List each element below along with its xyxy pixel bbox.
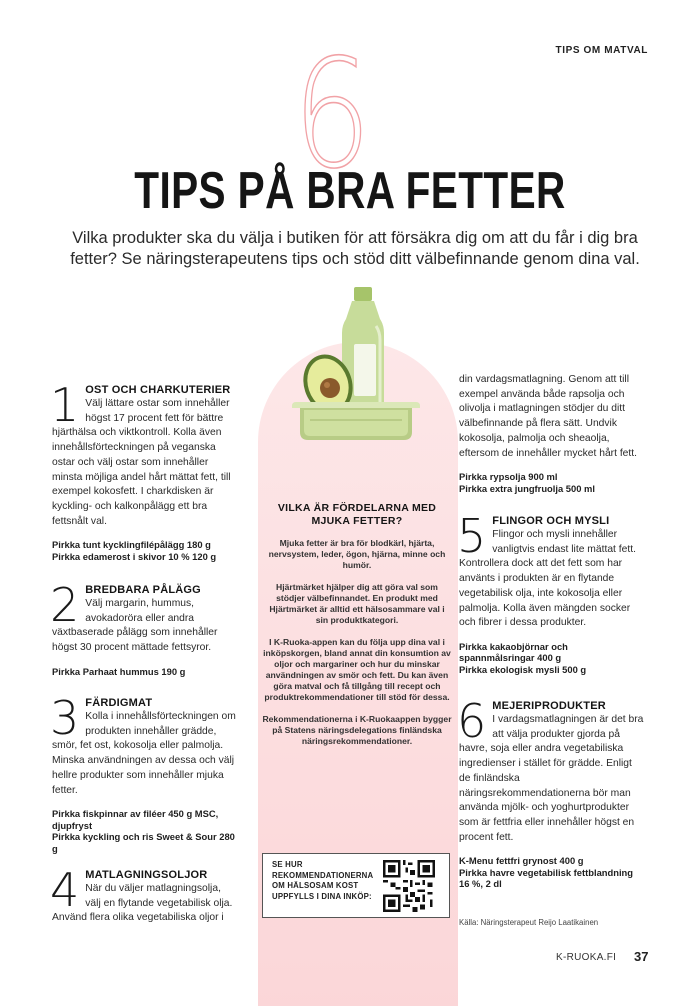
qr-code-icon[interactable] xyxy=(383,860,435,912)
tip-body: din vardagsmatlagning. Genom att till exempel använda både rapsolja och olivolja i matlagningen stödjer du ditt välbefinnande på flera sätt. Undvik kokosolja, palmolja och sheaolja, eftersom de innehåller mycket hårt fett. xyxy=(459,374,637,459)
tip-4-continued xyxy=(459,373,644,494)
benefits-paragraph: I K-Ruoka-appen kan du följa upp dina val i inköpskorgen, bland annat din konsumtion av oljor och margariner och hur du minskar användningen av smör och fett. Du kan även göra matval och få tillgång till recept och produktrekommendationer till stöd för dessa. xyxy=(263,637,451,702)
tip-body: Kolla i innehållsförteckningen om produkten innehåller grädde, smör, fet ost, kokosolja eller palmolja. Minska användningen av dessa och välj hellre produkter som innehåller mjuka fetter. xyxy=(52,711,236,796)
tip-products: Pirkka fiskpinnar av filéer 450 g MSC, djupfryst Pirkka kyckling och ris Sweet & Sour 280 g xyxy=(52,808,235,854)
tip-number: 2 xyxy=(50,578,80,632)
qr-caption: SE HUR REKOMMENDATIONERNA OM HÄLSOSAM KOST UPPFYLLS I DINA INKÖP: xyxy=(272,860,374,901)
tip-5 xyxy=(457,509,644,675)
tip-products: Pirkka rypsolja 900 ml Pirkka extra jungfruolja 500 ml xyxy=(459,471,595,494)
tip-body: Välj margarin, hummus, avokadoröra eller andra växtbaserade pålägg som innehåller högst 30 procent mättade fettsyror. xyxy=(52,598,218,654)
food-illustration xyxy=(290,282,430,452)
tip-number: 4 xyxy=(50,863,80,917)
tip-heading: MATLAGNINGSOLJOR xyxy=(85,869,208,881)
page-title: TIPS PÅ BRA FETTER xyxy=(134,162,566,220)
qr-box xyxy=(262,853,450,918)
tip-products: Pirkka kakaobjörnar och spannmålsringar 400 g Pirkka ekologisk mysli 500 g xyxy=(459,640,587,675)
tip-body: Välj lättare ostar som innehåller högst 17 procent fett för bättre hjärthälsa och viktkontroll. Kolla även innehållsförteckningen på veganska ostar och välj ostar som innehåller minsta möjliga andel hårt mättat fett, till exempel kokosfett. I charkdisken är kyckling- och kalkonpålägg ett bra fettsnålt val. xyxy=(52,398,231,527)
tip-heading: FLINGOR OCH MYSLI xyxy=(492,515,610,527)
benefits-title: VILKA ÄR FÖRDELARNA MED MJUKA FETTER? xyxy=(277,502,437,527)
tip-6 xyxy=(457,694,644,890)
source-credit: Källa: Näringsterapeut Reijo Laatikainen xyxy=(459,918,599,927)
tip-heading: BREDBARA PÅLÄGG xyxy=(85,584,201,596)
lead-text: Vilka produkter ska du välja i butiken för att försäkra dig om att du får i dig bra fetter? Se näringsterapeutens tips och stöd ditt välbefinnande genom dina val. xyxy=(70,229,640,268)
tip-products: Pirkka Parhaat hummus 190 g xyxy=(52,665,186,677)
tip-1 xyxy=(50,378,239,562)
tip-2 xyxy=(50,578,239,677)
tip-number: 3 xyxy=(50,691,80,745)
tip-3 xyxy=(50,691,239,854)
decorative-number: 6 xyxy=(293,28,372,202)
benefits-paragraph: Rekommendationerna i K-Ruokaappen bygger på Statens näringsdelegations finländska näringsrekommendationer. xyxy=(262,714,452,746)
benefits-box xyxy=(262,502,452,758)
page-number: 37 xyxy=(634,949,649,964)
food-container-icon xyxy=(292,402,420,440)
benefits-paragraph: Mjuka fetter är bra för blodkärl, hjärta, nervsystem, leder, ögon, hjärna, minne och humör. xyxy=(268,538,446,570)
tip-body: När du väljer matlagningsolja, välj en flytande vegetabilisk olja. Använd flera olika vegetabiliska oljor i xyxy=(52,883,233,924)
tip-heading: OST OCH CHARKUTERIER xyxy=(85,384,231,396)
tip-products: Pirkka tunt kycklingfilépålägg 180 g Pirkka edamerost i skivor 10 % 120 g xyxy=(52,539,217,562)
tip-heading: FÄRDIGMAT xyxy=(85,697,153,709)
tip-number: 1 xyxy=(50,378,80,432)
tip-heading: MEJERIPRODUKTER xyxy=(492,700,606,712)
tip-number: 5 xyxy=(457,509,487,563)
section-tag: TIPS OM MATVAL xyxy=(555,45,648,56)
footer-brand: K-RUOKA.FI xyxy=(556,952,617,963)
tip-body: I vardagsmatlagningen är det bra att välja produkter gjorda på havre, soja eller andra vegetabiliska ingredienser i stället för grädde. Enligt de finländska näringsrekommendationerna bör man använda mjölk- och yoghurtprodukter som är fettfria eller innehåller högst en procent fett. xyxy=(459,714,644,843)
benefits-paragraph: Hjärtmärket hjälper dig att göra val som stödjer välbefinnandet. En produkt med Hjärtmärket är alltid ett hälsosammare val i sin produktkategori. xyxy=(269,582,445,625)
tip-number: 6 xyxy=(457,694,487,748)
tip-body: Flingor och mysli innehåller vanligtvis endast lite mättat fett. Kontrollera dock att det fett som har använts i produkten är en flytande vegetabilisk olja, inte kokosolja eller palmolja. Kolla även mängden socker och fibrer i dessa produkter. xyxy=(459,529,636,629)
tip-products: K-Menu fettfri grynost 400 g Pirkka havre vegetabilisk fettblandning 16 %, 2 dl xyxy=(459,855,634,890)
tip-4 xyxy=(50,863,239,926)
